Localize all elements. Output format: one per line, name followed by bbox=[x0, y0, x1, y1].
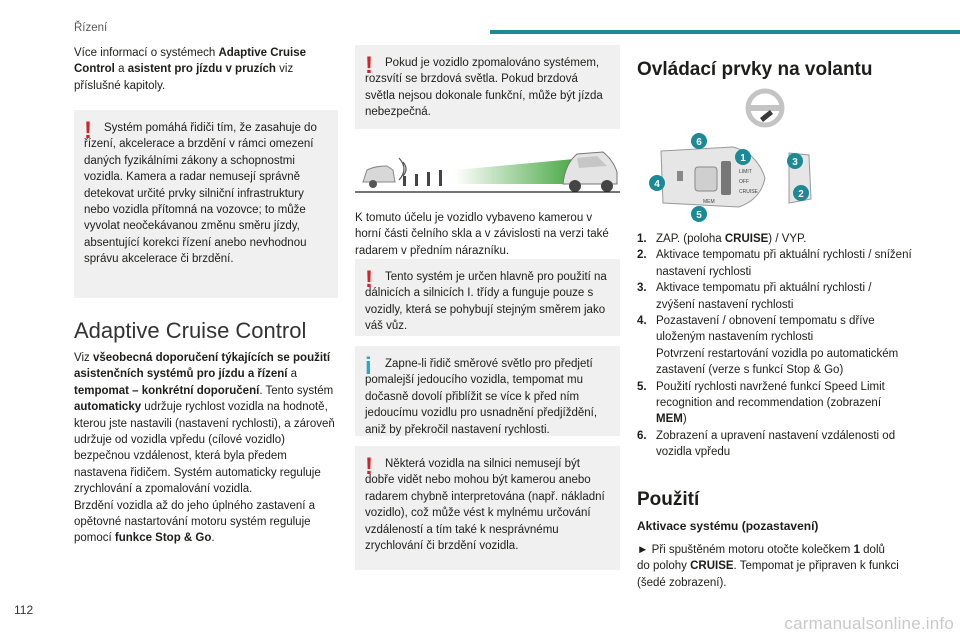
diagram-label-cruise: CRUISE bbox=[739, 189, 758, 195]
diagram-label-limit: LIMIT bbox=[739, 169, 752, 175]
warning-icon: ! bbox=[365, 453, 373, 480]
warning-box-2: ! Pokud je vozidlo zpomalováno systémem, rozsvítí se brzdová světla. Pokud brzdová světla nejsou dokonale funkční, může být jízda nebezpečná. bbox=[355, 45, 620, 129]
list-item: 2. Aktivace tempomatu při aktuální rychlosti / snížení nastavení rychlosti bbox=[637, 249, 912, 278]
info-box: i Zapne-li řidič směrové světlo pro předjetí pomalejší jedoucího vozidla, tempomat mu dočasně dovolí přiblížit se více k před ním jedoucímu vozidlu pro usnadnění předjíždění, aniž by překročil nastavení rychlosti. bbox=[355, 346, 620, 436]
svg-text:1: 1 bbox=[740, 153, 746, 164]
list-item: 1. ZAP. (poloha CRUISE) / VYP. bbox=[637, 233, 807, 245]
warning-box-3: ! Tento systém je určen hlavně pro použití na dálnicích a silnicích I. třídy a funguje pouze s vozidly, která se pohybují stejným směrem jako váš vůz. bbox=[355, 259, 620, 336]
warning-box-4: ! Některá vozidla na silnici nemusejí být dobře vidět nebo mohou být kamerou anebo radarem chybně interpretována (např. nákladní vozidlo), což může vést k mylnému určování vzdáleností a tím také k nesprávnému zrychlování či brzdění vozidla. bbox=[355, 446, 620, 570]
svg-text:2: 2 bbox=[798, 189, 804, 200]
list-item: 5. Použití rychlosti navržené funkcí Speed Limit recognition and recommendation (zobrazení MEM) bbox=[637, 380, 885, 426]
subheading-activation: Aktivace systému (pozastavení) bbox=[637, 519, 819, 533]
watermark: carmanualsonline.info bbox=[784, 614, 954, 633]
activation-paragraph: ► Při spuštěném motoru otočte kolečkem 1 dolů do polohy CRUISE. Tempomat je připraven k funkci (šedé zobrazení). bbox=[637, 544, 899, 589]
section-heading-usage: Použití bbox=[637, 489, 700, 510]
diagram-label-mem: MEM bbox=[703, 199, 715, 205]
warning-icon: ! bbox=[84, 117, 92, 144]
diagram-label-off: OFF bbox=[739, 179, 749, 185]
intro-paragraph: Více informací o systémech Adaptive Cruise Control a asistent pro jízdu v pruzích viz příslušné kapitoly. bbox=[74, 47, 307, 92]
acc-paragraph: Viz všeobecná doporučení týkajících se použití asistenčních systémů pro jízdu a řízení a tempomat – konkrétní doporučení. Tento systém automaticky udržuje rychlost vozidla na hodnotě, kterou jste nastavili (nastavení rychlosti), a zároveň udržuje od vozidla vpředu (cílové vozidlo) bezpečnou vzdálenost, která byla předem nastavena řidičem. Systém automaticky reguluje zrychlování a zpomalování vozidla. Brzdění vozidla až do jeho úplného zastavení a opětovné nastartování motoru systém reguluje pomocí funkce Stop & Go. bbox=[74, 352, 335, 545]
steering-wheel-icon bbox=[740, 88, 790, 128]
section-heading-steering-controls: Ovládací prvky na volantu bbox=[637, 59, 873, 80]
list-item: 4. Pozastavení / obnovení tempomatu s dříve uloženým nastavením rychlosti Potvrzení restartování vozidla po automatickém zastavení (verze s funkcí Stop & Go) bbox=[637, 315, 899, 377]
list-item: 3. Aktivace tempomatu při aktuální rychlosti / zvýšení nastavení rychlosti bbox=[637, 282, 872, 311]
svg-text:6: 6 bbox=[696, 137, 702, 148]
page-number: 112 bbox=[14, 603, 34, 617]
svg-text:3: 3 bbox=[792, 157, 798, 168]
list-item: 6. Zobrazení a upravení nastavení vzdálenosti od vozidla vpředu bbox=[637, 429, 896, 459]
warning-icon: ! bbox=[365, 52, 373, 79]
svg-text:4: 4 bbox=[654, 179, 660, 190]
radar-illustration bbox=[355, 140, 620, 198]
header-bar bbox=[490, 30, 960, 34]
warning-box-1: ! Systém pomáhá řidiči tím, že zasahuje do řízení, akcelerace a brzdění v rámci omezení daných fyzikálními zákony a schopnostmi vozidla. Kamera a radar nemusejí správně detekovat určité prvky silniční infrastruktury nebo vozidla přítomná na vozovce; to může vyvolat neočekávanou změnu směru jízdy, absentující korekci řízení anebo nevhodnou správu akcelerace či brzdění. bbox=[74, 110, 338, 298]
page-header-title: Řízení bbox=[74, 22, 108, 34]
warning-icon: ! bbox=[365, 266, 373, 293]
section-heading-adaptive-cruise: Adaptive Cruise Control bbox=[74, 318, 307, 343]
info-icon: i bbox=[365, 353, 372, 380]
svg-text:5: 5 bbox=[696, 210, 702, 221]
controls-list bbox=[637, 231, 912, 461]
cruise-control-diagram bbox=[643, 133, 823, 223]
arrow-icon: ► bbox=[637, 544, 649, 556]
camera-paragraph: K tomuto účelu je vozidlo vybaveno kamerou v horní části čelního skla a v závislosti na verzi také radarem v předním nárazníku. bbox=[355, 212, 609, 257]
